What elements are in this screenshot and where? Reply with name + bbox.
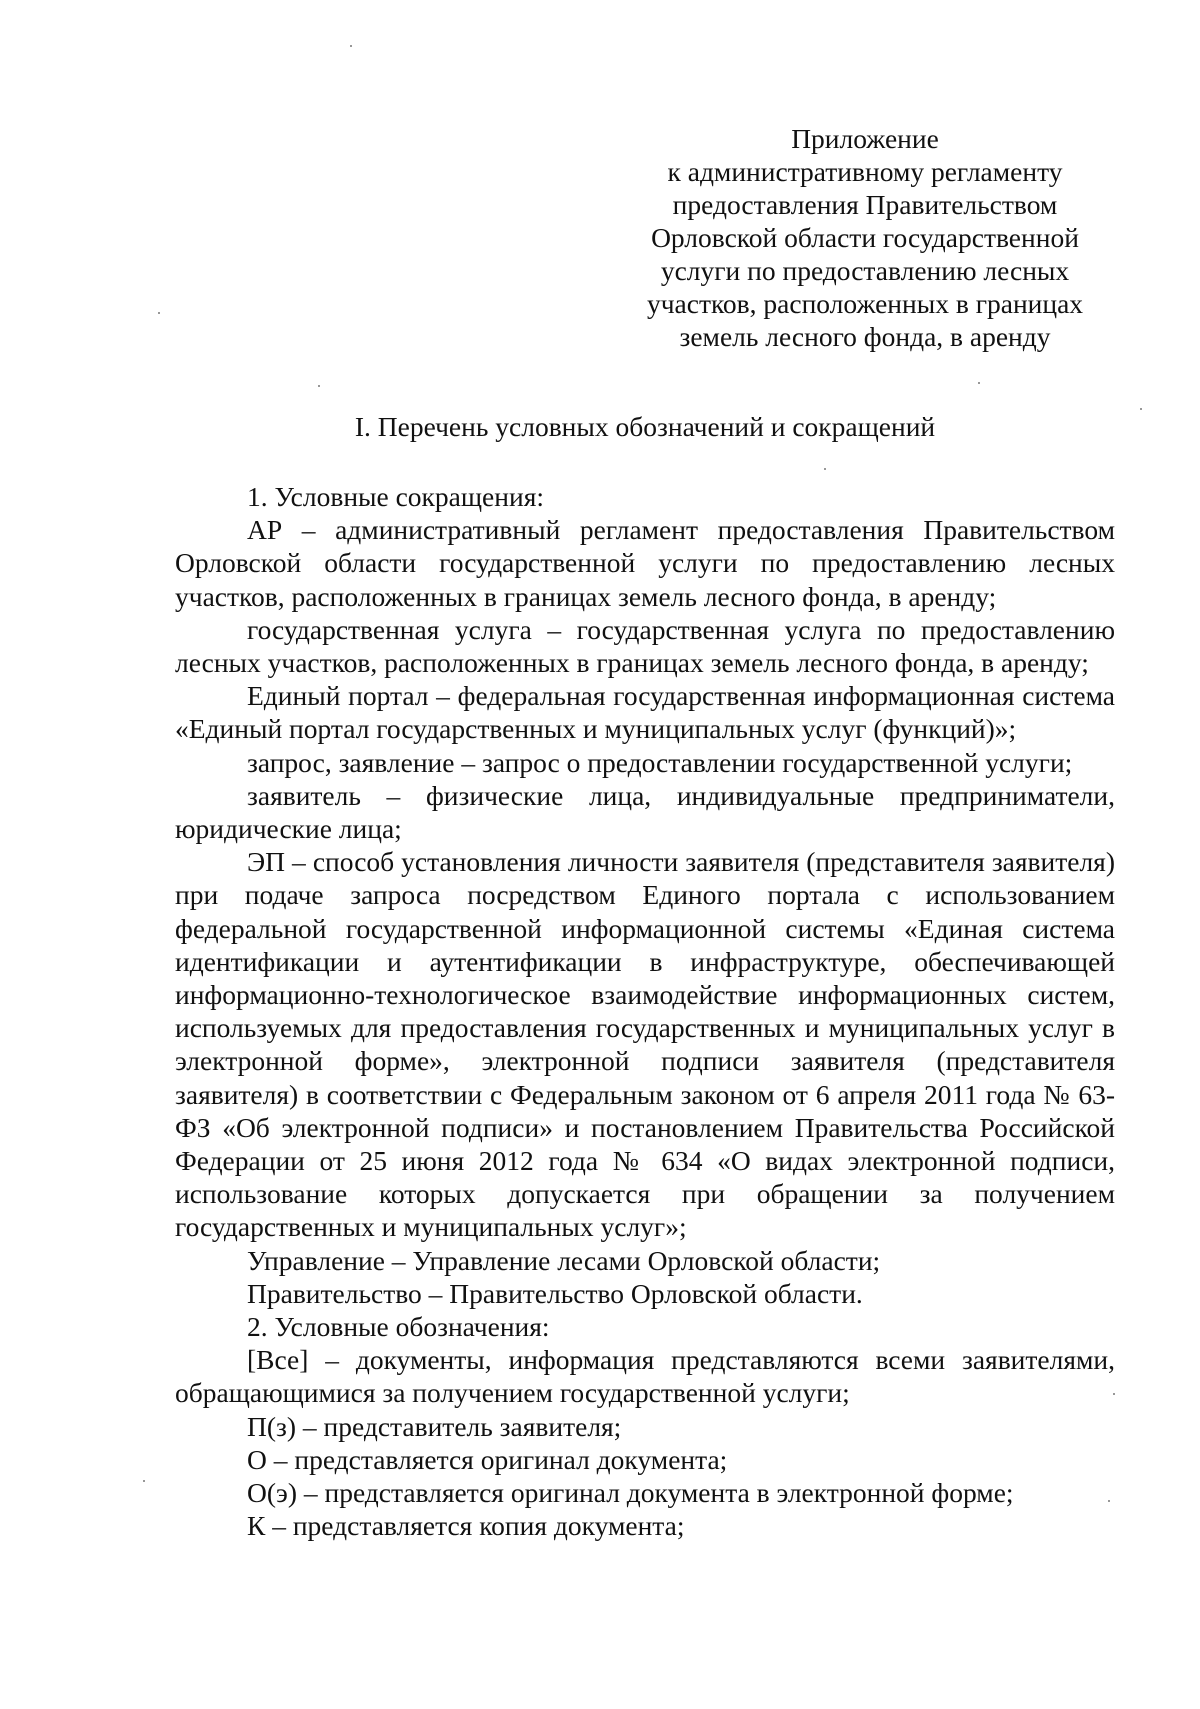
appendix-line: Приложение bbox=[791, 123, 939, 154]
paragraph-ep: ЭП – способ установления личности заявителя (представителя заявителя) при подаче запроса посредством Единого портала с использованием федеральной государственной информационной системы «Единая система идентификации и аутентификации в инфраструктуре, обеспечивающей информационно-технологическое взаимодействие информационных систем, используемых для предоставления государственных и муниципальных услуг в электронной форме», электронной подписи заявителя (представителя заявителя) в соответствии с Федеральным законом от 6 апреля 2011 года № 63-ФЗ «Об электронной подписи» и постановлением Правительства Российской Федерации от 25 июня 2012 года № 634 «О видах электронной подписи, использование которых допускается при обращении за получением государственных и муниципальных услуг»; bbox=[175, 846, 1115, 1243]
appendix-line: к административному регламенту bbox=[667, 156, 1063, 187]
scan-speck bbox=[1108, 1500, 1110, 1502]
paragraph-ar: АР – административный регламент предоставления Правительством Орловской области государственной услуги по предоставлению лесных участков, расположенных в границах земель лесного фонда, в аренду; bbox=[175, 514, 1115, 612]
scan-speck bbox=[978, 382, 980, 384]
appendix-line: участков, расположенных в границах bbox=[646, 288, 1084, 319]
appendix-line: Орловской области государственной bbox=[651, 222, 1079, 253]
paragraph-original-electronic: О(э) – представляется оригинал документа в электронной форме; bbox=[247, 1477, 1014, 1509]
scan-speck bbox=[158, 312, 160, 314]
paragraph-copy: К – представляется копия документа; bbox=[247, 1510, 685, 1542]
document-body bbox=[175, 480, 1115, 1543]
section-heading: I. Перечень условных обозначений и сокращений bbox=[354, 411, 936, 442]
paragraph-request: запрос, заявление – запрос о предоставлении государственной услуги; bbox=[247, 746, 1073, 778]
paragraph-unified-portal: Единый портал – федеральная государственная информационная система «Единый портал государственных и муниципальных услуг (функций)»; bbox=[175, 680, 1115, 745]
paragraph-government: Правительство – Правительство Орловской области. bbox=[247, 1277, 863, 1309]
appendix-line: предоставления Правительством bbox=[672, 189, 1058, 220]
paragraph-applicant: заявитель – физические лица, индивидуальные предприниматели, юридические лица; bbox=[175, 779, 1115, 845]
paragraph-abbreviations-title: 1. Условные сокращения: bbox=[247, 481, 544, 512]
paragraph-original: О – представляется оригинал документа; bbox=[247, 1443, 728, 1475]
scan-speck bbox=[318, 385, 320, 387]
appendix-line: услуги по предоставлению лесных bbox=[660, 255, 1070, 286]
paragraph-designations-title: 2. Условные обозначения: bbox=[247, 1311, 550, 1343]
scan-speck bbox=[350, 45, 352, 47]
appendix-line: земель лесного фонда, в аренду bbox=[679, 321, 1051, 352]
paragraph-state-service: государственная услуга – государственная услуга по предоставлению лесных участков, расположенных в границах земель лесного фонда, в аренду; bbox=[175, 613, 1115, 679]
scan-speck bbox=[143, 1480, 145, 1482]
paragraph-all: [Все] – документы, информация представляются всеми заявителями, обращающимися за получением государственной услуги; bbox=[175, 1344, 1115, 1409]
scan-speck bbox=[1140, 408, 1142, 410]
scan-speck bbox=[824, 468, 826, 470]
scan-speck bbox=[1113, 1393, 1115, 1395]
paragraph-representative: П(з) – представитель заявителя; bbox=[247, 1410, 622, 1442]
paragraph-directorate: Управление – Управление лесами Орловской области; bbox=[247, 1244, 881, 1276]
appendix-header bbox=[620, 122, 1110, 353]
